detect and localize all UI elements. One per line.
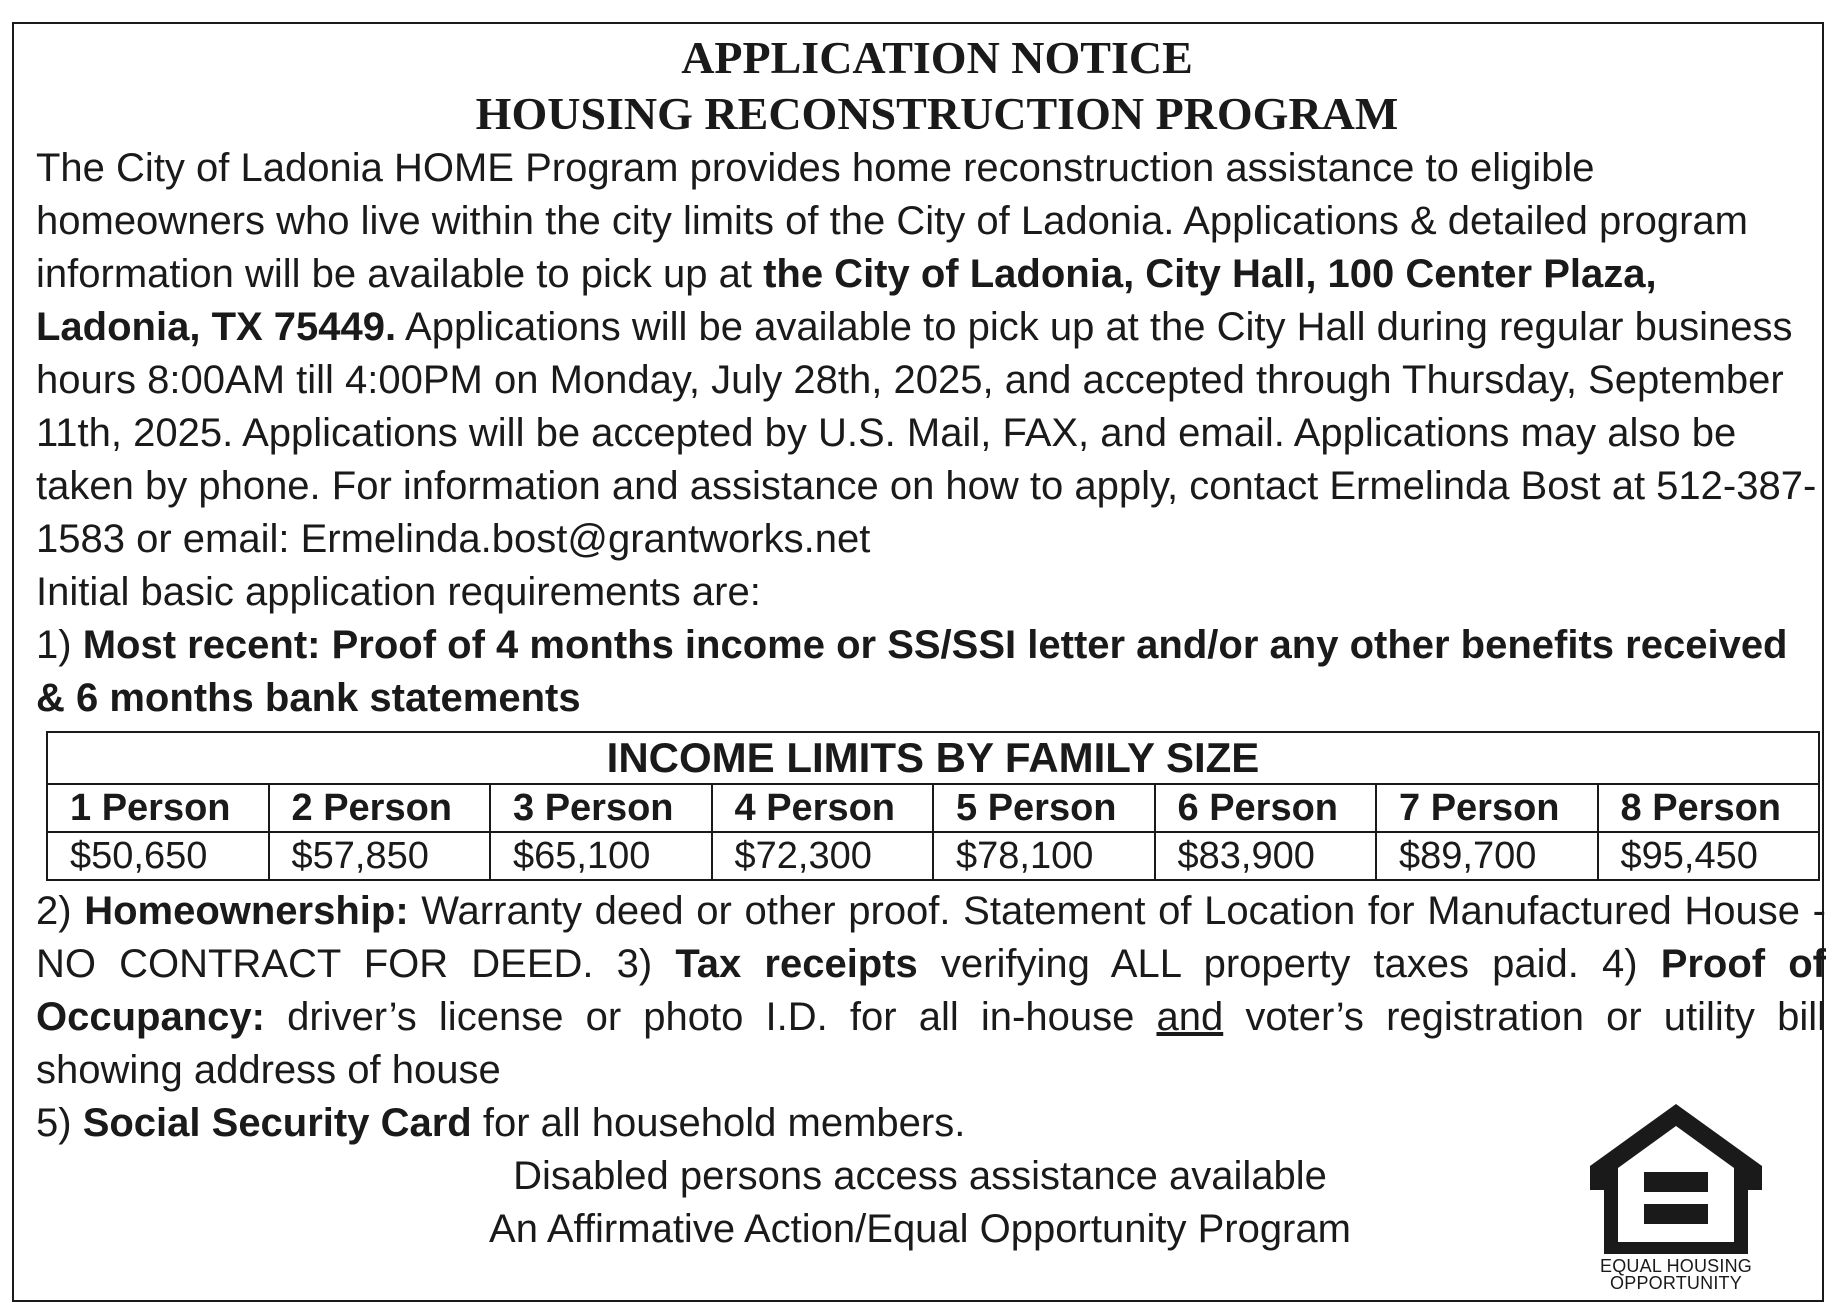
value-cell: $95,450	[1598, 832, 1820, 880]
requirement-5-number: 5)	[36, 1101, 83, 1145]
header-cell: 8 Person	[1598, 784, 1820, 832]
intro-address: the City of Ladonia, City Hall, 100 Center Plaza, Ladonia, TX 75449.	[36, 252, 1657, 349]
requirement-3-text: verifying ALL property taxes paid.	[917, 942, 1602, 986]
header-cell: 3 Person	[490, 784, 712, 832]
requirement-4-number: 4)	[1602, 942, 1661, 986]
equal-housing-text-line-1: EQUAL HOUSING	[1600, 1256, 1752, 1276]
notice-title	[36, 30, 1826, 142]
header-cell: 7 Person	[1376, 784, 1598, 832]
requirement-4-text-2: voter’s registration or utility bill showing address of house	[36, 995, 1826, 1092]
income-limits-caption: INCOME LIMITS BY FAMILY SIZE	[47, 732, 1819, 784]
value-cell: $78,100	[933, 832, 1155, 880]
equal-housing-text-line-2: OPPORTUNITY	[1610, 1273, 1742, 1293]
requirement-1-text: Most recent: Proof of 4 months income or SS/SSI letter and/or any other benefits received & 6 months bank statements	[36, 623, 1788, 720]
header-cell: 6 Person	[1155, 784, 1377, 832]
intro-paragraph	[36, 142, 1826, 566]
value-cell: $72,300	[712, 832, 934, 880]
title-line-2: HOUSING RECONSTRUCTION PROGRAM	[475, 88, 1399, 139]
header-cell: 2 Person	[269, 784, 491, 832]
requirement-3-number: 3)	[616, 942, 676, 986]
value-cell: $50,650	[47, 832, 269, 880]
intro-part-3: Applications will be available to pick up at the City Hall during regular business hours 8:00AM till 4:00PM on Monday, July 28th, 2025, and accepted through Thursday, September 11th, 2025. Applications will be accepted by U.S. Mail, FAX, and email. Applications may also be taken by phone. For information and assistance on how to apply, contact Ermelinda Bost at 512-387-1583 or email: Ermelinda.bost@grantworks.net	[36, 305, 1817, 561]
requirement-2-text: Warranty deed or other proof. Statement of Location for Manufactured House - NO CONTRACT FOR DEED.	[36, 889, 1826, 986]
income-limits-value-row	[47, 832, 1819, 880]
title-line-1: APPLICATION NOTICE	[681, 32, 1193, 83]
header-cell: 5 Person	[933, 784, 1155, 832]
income-limits-table	[46, 731, 1820, 881]
requirement-5	[36, 1097, 1826, 1150]
requirement-4-label: Proof of Occupancy:	[36, 942, 1826, 1039]
value-cell: $89,700	[1376, 832, 1598, 880]
header-cell: 1 Person	[47, 784, 269, 832]
equal-housing-logo	[1586, 1098, 1766, 1292]
requirements-intro: Initial basic application requirements are:	[36, 570, 761, 614]
affirmative-action-line: An Affirmative Action/Equal Opportunity Program	[489, 1207, 1351, 1251]
equal-housing-opportunity-icon	[1586, 1098, 1766, 1258]
requirement-4-underlined: and	[1156, 995, 1224, 1039]
requirement-4-text: driver’s license or photo I.D. for all in-house	[264, 995, 1157, 1039]
requirement-3-label: Tax receipts	[675, 942, 918, 986]
requirement-5-text: for all household members.	[471, 1101, 966, 1145]
requirement-1	[36, 619, 1826, 725]
equal-housing-text	[1586, 1258, 1766, 1292]
requirement-2-number: 2)	[36, 889, 85, 933]
notice-content	[36, 30, 1826, 1256]
notice-body	[36, 142, 1826, 1256]
requirements-2-to-4	[36, 885, 1826, 1097]
disabled-assistance-line: Disabled persons access assistance available	[513, 1154, 1327, 1198]
requirement-1-number: 1)	[36, 623, 83, 667]
header-cell: 4 Person	[712, 784, 934, 832]
application-notice	[12, 22, 1824, 1302]
intro-part-1: The City of Ladonia HOME Program provides home reconstruction assistance to eligible homeowners who live within the city limits of the City of Ladonia. Applications & detailed program information will be available to pick up at	[36, 146, 1748, 296]
value-cell: $65,100	[490, 832, 712, 880]
requirement-5-label: Social Security Card	[82, 1101, 472, 1145]
income-limits-header-row	[47, 784, 1819, 832]
requirement-2-label: Homeownership:	[84, 889, 409, 933]
value-cell: $83,900	[1155, 832, 1377, 880]
value-cell: $57,850	[269, 832, 491, 880]
